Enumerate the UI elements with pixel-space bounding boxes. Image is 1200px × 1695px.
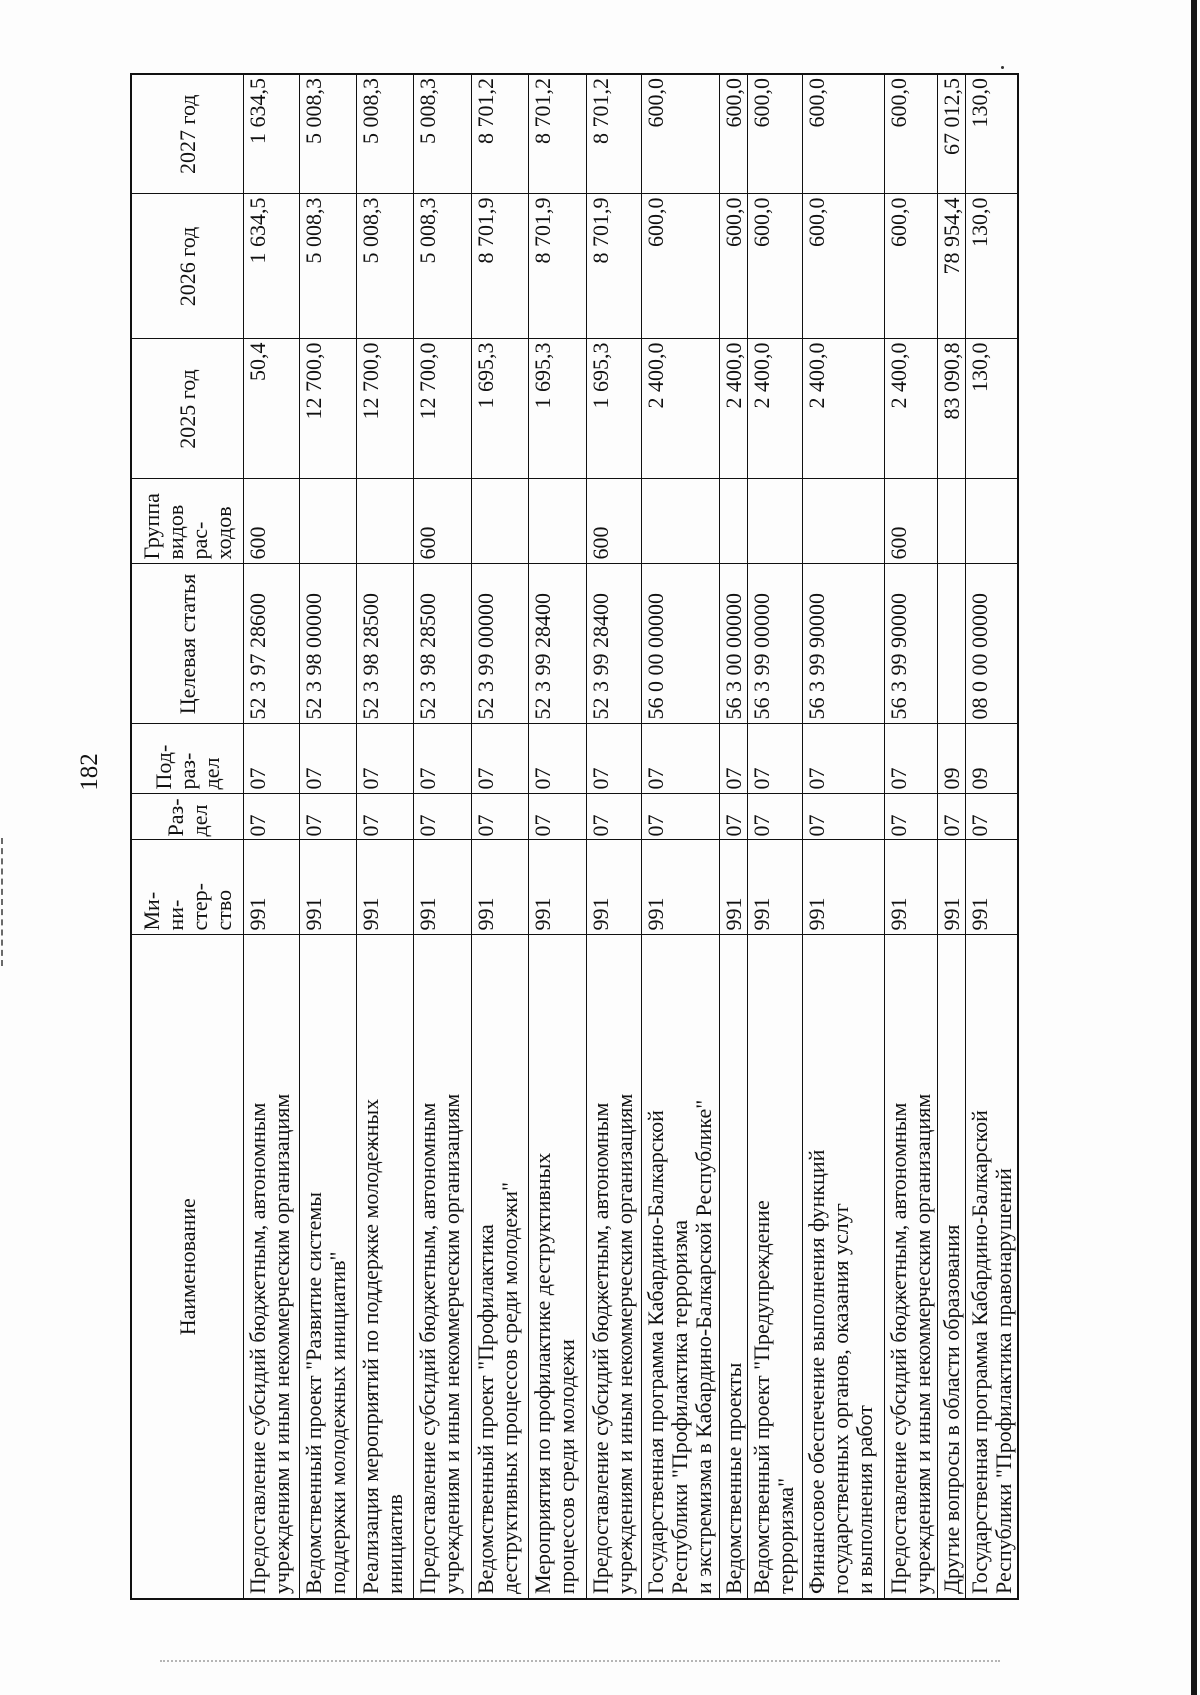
cell-target-article: 52 3 99 28400 [586,564,641,724]
table-row [747,74,802,1599]
cell-section: 07 [586,794,641,840]
cell-2027: 8 701,2 [471,74,528,194]
cell-2026: 600,0 [802,194,884,339]
cell-subsection: 07 [356,724,413,794]
cell-2025: 2 400,0 [884,339,937,479]
cell-name: Предоставление субсидий бюджетным, автономным учреждениям и иным некоммерческим организациям [586,935,641,1599]
cell-2027: 600,0 [884,74,937,194]
table-row [243,74,299,1599]
cell-name: Ведомственный проект "Предупреждение терроризма" [747,935,802,1599]
header-name: Наименование [131,935,243,1599]
cell-target-article: 52 3 98 28500 [413,564,471,724]
table-row [413,74,471,1599]
cell-name: Мероприятия по профилактике деструктивных процессов среди молодежи [528,935,586,1599]
scan-artifact-tick [1,838,3,966]
header-2026: 2026 год [131,194,243,339]
rotated-sheet [76,75,1016,1600]
cell-expense-group: 600 [884,479,937,564]
cell-2026: 1 634,5 [243,194,299,339]
table-row [586,74,641,1599]
cell-expense-group [719,479,747,564]
cell-name: Государственная программа Кабардино-Балкарской Республики "Профилактика правонарушений [965,935,1018,1599]
cell-ministry: 991 [356,840,413,935]
table-body [243,74,1018,1599]
cell-section: 07 [471,794,528,840]
cell-section: 07 [802,794,884,840]
cell-ministry: 991 [802,840,884,935]
cell-section: 07 [965,794,1018,840]
cell-subsection: 07 [471,724,528,794]
cell-2025: 12 700,0 [413,339,471,479]
cell-target-article: 52 3 97 28600 [243,564,299,724]
cell-subsection: 07 [719,724,747,794]
cell-expense-group [937,479,965,564]
cell-2027: 5 008,3 [356,74,413,194]
cell-2026: 600,0 [719,194,747,339]
cell-ministry: 991 [528,840,586,935]
table-row [356,74,413,1599]
cell-2026: 5 008,3 [413,194,471,339]
cell-2026: 8 701,9 [586,194,641,339]
cell-target-article: 56 3 99 00000 [747,564,802,724]
cell-2026: 78 954,4 [937,194,965,339]
cell-section: 07 [243,794,299,840]
cell-2027: 1 634,5 [243,74,299,194]
cell-ministry: 991 [719,840,747,935]
cell-subsection: 07 [802,724,884,794]
cell-expense-group [471,479,528,564]
table-row [528,74,586,1599]
cell-ministry: 991 [965,840,1018,935]
cell-2025: 50,4 [243,339,299,479]
cell-2027: 600,0 [747,74,802,194]
cell-2027: 600,0 [641,74,719,194]
cell-name: Предоставление субсидий бюджетным, автономным учреждениям и иным некоммерческим организациям [413,935,471,1599]
cell-2027: 600,0 [719,74,747,194]
header-expense-group: Группа видов рас- ходов [131,479,243,564]
cell-section: 07 [747,794,802,840]
cell-2027: 5 008,3 [413,74,471,194]
cell-2025: 1 695,3 [586,339,641,479]
header-2027: 2027 год [131,74,243,194]
table-row [299,74,356,1599]
cell-2025: 83 090,8 [937,339,965,479]
cell-expense-group [356,479,413,564]
cell-expense-group [802,479,884,564]
cell-2026: 5 008,3 [356,194,413,339]
cell-subsection: 07 [884,724,937,794]
cell-name: Государственная программа Кабардино-Балкарской Республики "Профилактика терроризма и экстремизма в Кабардино-Балкарской Республике" [641,935,719,1599]
cell-2025: 130,0 [965,339,1018,479]
cell-ministry: 991 [884,840,937,935]
table-row [719,74,747,1599]
cell-2027: 67 012,5 [937,74,965,194]
table-row [641,74,719,1599]
cell-expense-group [528,479,586,564]
cell-subsection: 07 [747,724,802,794]
cell-section: 07 [413,794,471,840]
cell-2026: 600,0 [641,194,719,339]
cell-subsection: 07 [413,724,471,794]
cell-target-article: 08 0 00 00000 [965,564,1018,724]
header-row [131,74,243,1599]
cell-target-article: 56 3 99 90000 [802,564,884,724]
cell-2025: 1 695,3 [471,339,528,479]
cell-name: Ведомственный проект "Профилактика деструктивных процессов среди молодежи" [471,935,528,1599]
cell-2026: 130,0 [965,194,1018,339]
cell-name: Реализация мероприятий по поддержке молодежных инициатив [356,935,413,1599]
cell-2027: 130,0 [965,74,1018,194]
scan-edge-bar [1191,0,1197,1695]
cell-target-article: 52 3 98 28500 [356,564,413,724]
cell-target-article: 56 0 00 00000 [641,564,719,724]
header-target-article: Целевая статья [131,564,243,724]
cell-subsection: 09 [937,724,965,794]
cell-name: Ведомственный проект "Развитие системы поддержки молодежных инициатив" [299,935,356,1599]
scan-artifact-line [160,1660,1000,1662]
cell-2025: 1 695,3 [528,339,586,479]
cell-subsection: 07 [641,724,719,794]
cell-2027: 8 701,2 [528,74,586,194]
cell-ministry: 991 [937,840,965,935]
cell-section: 07 [937,794,965,840]
cell-section: 07 [641,794,719,840]
cell-name: Предоставление субсидий бюджетным, автономным учреждениям и иным некоммерческим организациям [243,935,299,1599]
cell-section: 07 [528,794,586,840]
cell-expense-group: 600 [243,479,299,564]
cell-ministry: 991 [586,840,641,935]
cell-2026: 8 701,9 [528,194,586,339]
cell-expense-group [747,479,802,564]
cell-section: 07 [719,794,747,840]
cell-target-article: 56 3 00 00000 [719,564,747,724]
cell-2025: 2 400,0 [719,339,747,479]
cell-ministry: 991 [413,840,471,935]
cell-ministry: 991 [243,840,299,935]
cell-target-article: 52 3 98 00000 [299,564,356,724]
cell-target-article: 52 3 99 28400 [528,564,586,724]
header-ministry: Ми- ни- стер- ство [131,840,243,935]
table-row [471,74,528,1599]
cell-ministry: 991 [747,840,802,935]
table-row [937,74,965,1599]
cell-2025: 12 700,0 [356,339,413,479]
cell-expense-group: 600 [413,479,471,564]
cell-section: 07 [884,794,937,840]
cell-expense-group [965,479,1018,564]
cell-2026: 600,0 [747,194,802,339]
cell-2027: 8 701,2 [586,74,641,194]
cell-subsection: 07 [299,724,356,794]
cell-2025: 2 400,0 [747,339,802,479]
cell-name: Предоставление субсидий бюджетным, автономным учреждениям и иным некоммерческим организациям [884,935,937,1599]
cell-section: 07 [299,794,356,840]
cell-target-article [937,564,965,724]
cell-target-article: 52 3 99 00000 [471,564,528,724]
cell-expense-group [641,479,719,564]
header-2025: 2025 год [131,339,243,479]
cell-name: Другие вопросы в области образования [937,935,965,1599]
budget-table [130,73,1019,1600]
cell-expense-group [299,479,356,564]
cell-subsection: 07 [243,724,299,794]
cell-2025: 12 700,0 [299,339,356,479]
cell-name: Ведомственные проекты [719,935,747,1599]
header-section: Раз- дел [131,794,243,840]
cell-target-article: 56 3 99 90000 [884,564,937,724]
cell-ministry: 991 [471,840,528,935]
cell-2027: 5 008,3 [299,74,356,194]
table-header [131,74,243,1599]
table-row [884,74,937,1599]
cell-ministry: 991 [299,840,356,935]
cell-expense-group: 600 [586,479,641,564]
cell-2026: 600,0 [884,194,937,339]
cell-subsection: 09 [965,724,1018,794]
cell-name: Финансовое обеспечение выполнения функций государственных органов, оказания услуг и выполнения работ [802,935,884,1599]
header-subsection: Под- раз- дел [131,724,243,794]
table-row [965,74,1018,1599]
page-number: 182 [76,753,103,791]
cell-ministry: 991 [641,840,719,935]
cell-section: 07 [356,794,413,840]
cell-2025: 2 400,0 [641,339,719,479]
scan-artifact-dot [1001,66,1004,69]
cell-2026: 8 701,9 [471,194,528,339]
cell-2026: 5 008,3 [299,194,356,339]
table-row [802,74,884,1599]
cell-2027: 600,0 [802,74,884,194]
cell-subsection: 07 [528,724,586,794]
cell-subsection: 07 [586,724,641,794]
cell-2025: 2 400,0 [802,339,884,479]
